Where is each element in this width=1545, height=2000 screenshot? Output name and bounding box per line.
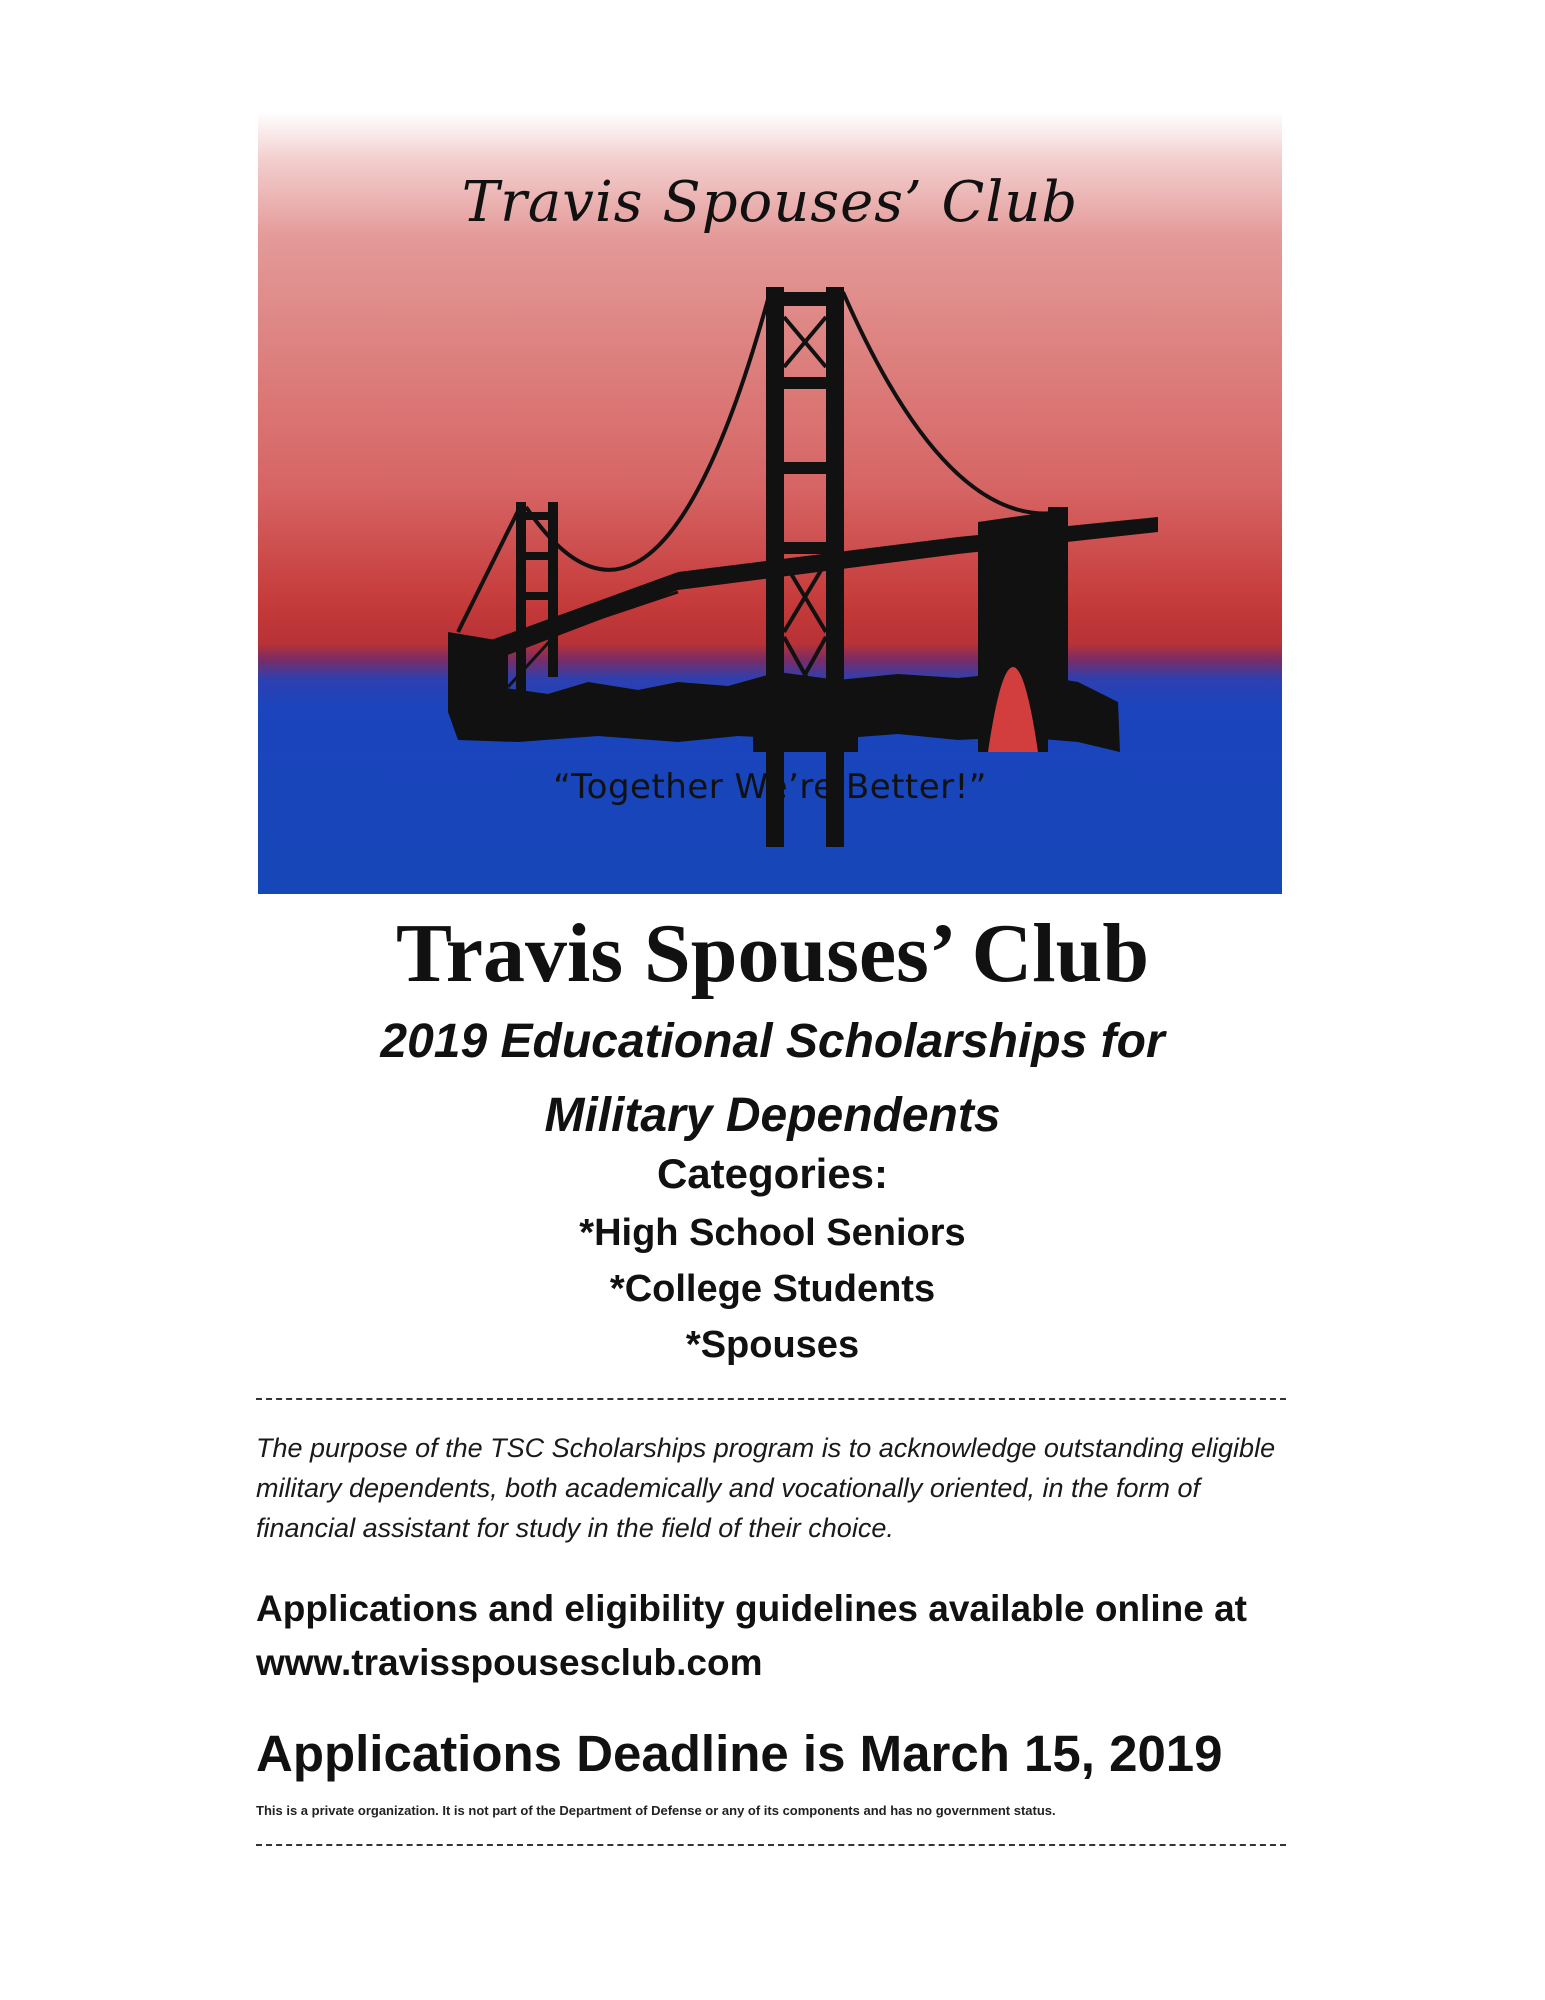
subtitle-line-1: 2019 Educational Scholarships for xyxy=(380,1015,1165,1068)
categories-list xyxy=(0,1205,1545,1373)
dashed-divider-bottom xyxy=(256,1844,1286,1846)
category-item: *College Students xyxy=(609,1268,936,1310)
club-logo-graphic xyxy=(258,112,1282,894)
page-title: Travis Spouses’ Club xyxy=(395,907,1150,1000)
page-subtitle xyxy=(0,1005,1545,1153)
category-item: *High School Seniors xyxy=(579,1212,966,1254)
subtitle-line-2: Military Dependents xyxy=(544,1089,1001,1142)
disclaimer-text: This is a private organization. It is not part of the Department of Defense or any of its components and has no government status. xyxy=(256,1803,1056,1818)
purpose-paragraph: The purpose of the TSC Scholarships program is to acknowledge outstanding eligible military dependents, both academically and vocationally oriented, in the form of financial assistant for study in the field of their choice. xyxy=(256,1433,1276,1543)
categories-heading: Categories: xyxy=(656,1150,889,1197)
category-item: *Spouses xyxy=(685,1324,860,1366)
dashed-divider-top xyxy=(256,1398,1286,1400)
deadline-notice: Applications Deadline is March 15, 2019 xyxy=(256,1725,1223,1782)
logo-script-title: Travis Spouses’ Club xyxy=(461,170,1079,235)
logo-motto: “Together We’re Better!” xyxy=(553,767,987,807)
applications-info: Applications and eligibility guidelines available online at www.travisspousesclub.com xyxy=(256,1588,1247,1683)
